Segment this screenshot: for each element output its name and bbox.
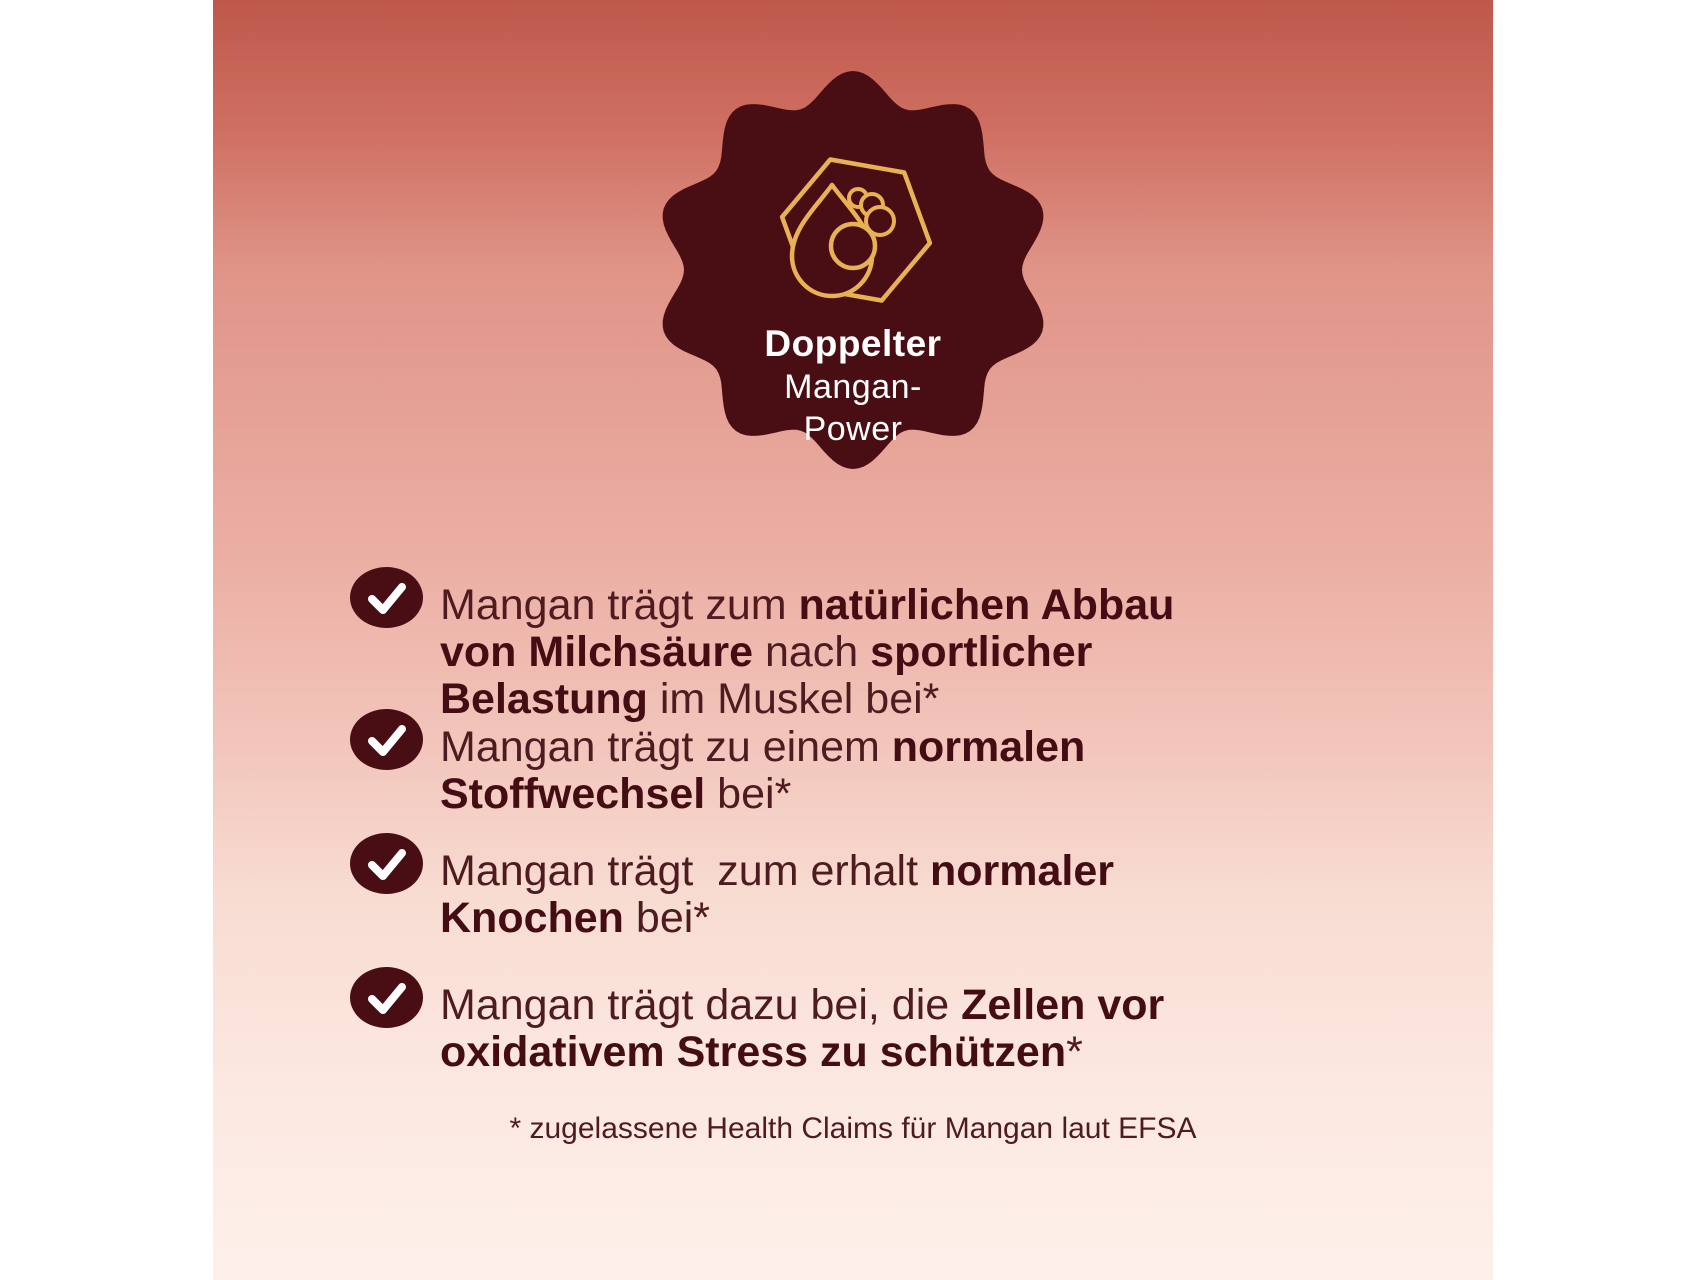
bullet-text <box>440 582 1174 723</box>
text-segment: Mangan trägt zu einem <box>440 723 892 771</box>
text-segment: im Muskel bei* <box>647 675 940 723</box>
bullet-text-line <box>440 982 1164 1029</box>
bullet-text <box>440 848 1114 942</box>
text-segment: Belastung <box>440 675 648 723</box>
bullet-item-2 <box>350 709 1085 818</box>
text-segment: bei* <box>623 894 711 942</box>
bullet-item-4 <box>350 967 1164 1076</box>
bubble-biggest <box>831 224 875 268</box>
bullet-item-3 <box>350 833 1114 942</box>
text-segment: oxidativem Stress zu schützen <box>440 1028 1067 1076</box>
badge-title-line2: Mangan- <box>784 368 922 406</box>
checkmark-icon <box>350 967 423 1028</box>
checkmark-icon <box>350 709 423 770</box>
text-segment: Zellen vor <box>961 981 1165 1029</box>
text-segment: bei* <box>705 770 792 818</box>
badge-title <box>653 322 1053 450</box>
bullet-text-line <box>440 629 1174 676</box>
text-segment: Mangan trägt zum <box>440 581 799 629</box>
text-segment: Mangan trägt dazu bei, die <box>440 981 962 1029</box>
gradient-background <box>213 0 1493 1280</box>
text-segment: Stoffwechsel <box>440 770 706 818</box>
text-segment: von Milchsäure <box>440 628 754 676</box>
text-segment: sportlicher <box>870 628 1093 676</box>
bullet-text <box>440 982 1164 1076</box>
bullet-text <box>440 724 1085 818</box>
text-segment: Mangan trägt zum erhalt <box>440 847 930 895</box>
bullet-text-line <box>440 724 1085 771</box>
bullet-text-line <box>440 895 1114 942</box>
checkmark-icon <box>350 833 423 894</box>
bullet-item-1 <box>350 567 1174 723</box>
text-segment: * <box>1066 1028 1083 1076</box>
text-segment: normaler <box>929 847 1114 895</box>
bullet-text-line <box>440 1029 1164 1076</box>
bullet-text-line <box>440 771 1085 818</box>
text-segment: nach <box>753 628 871 676</box>
badge-title-line3: Power <box>803 410 903 448</box>
badge-title-line1: Doppelter <box>764 323 942 364</box>
text-segment: natürlichen Abbau <box>798 581 1175 629</box>
bullet-text-line <box>440 848 1114 895</box>
checkmark-icon <box>350 567 423 628</box>
text-segment: Knochen <box>440 894 624 942</box>
footnote: * zugelassene Health Claims für Mangan laut EFSA <box>509 1112 1197 1145</box>
bullet-text-line <box>440 582 1174 629</box>
text-segment: normalen <box>891 723 1086 771</box>
